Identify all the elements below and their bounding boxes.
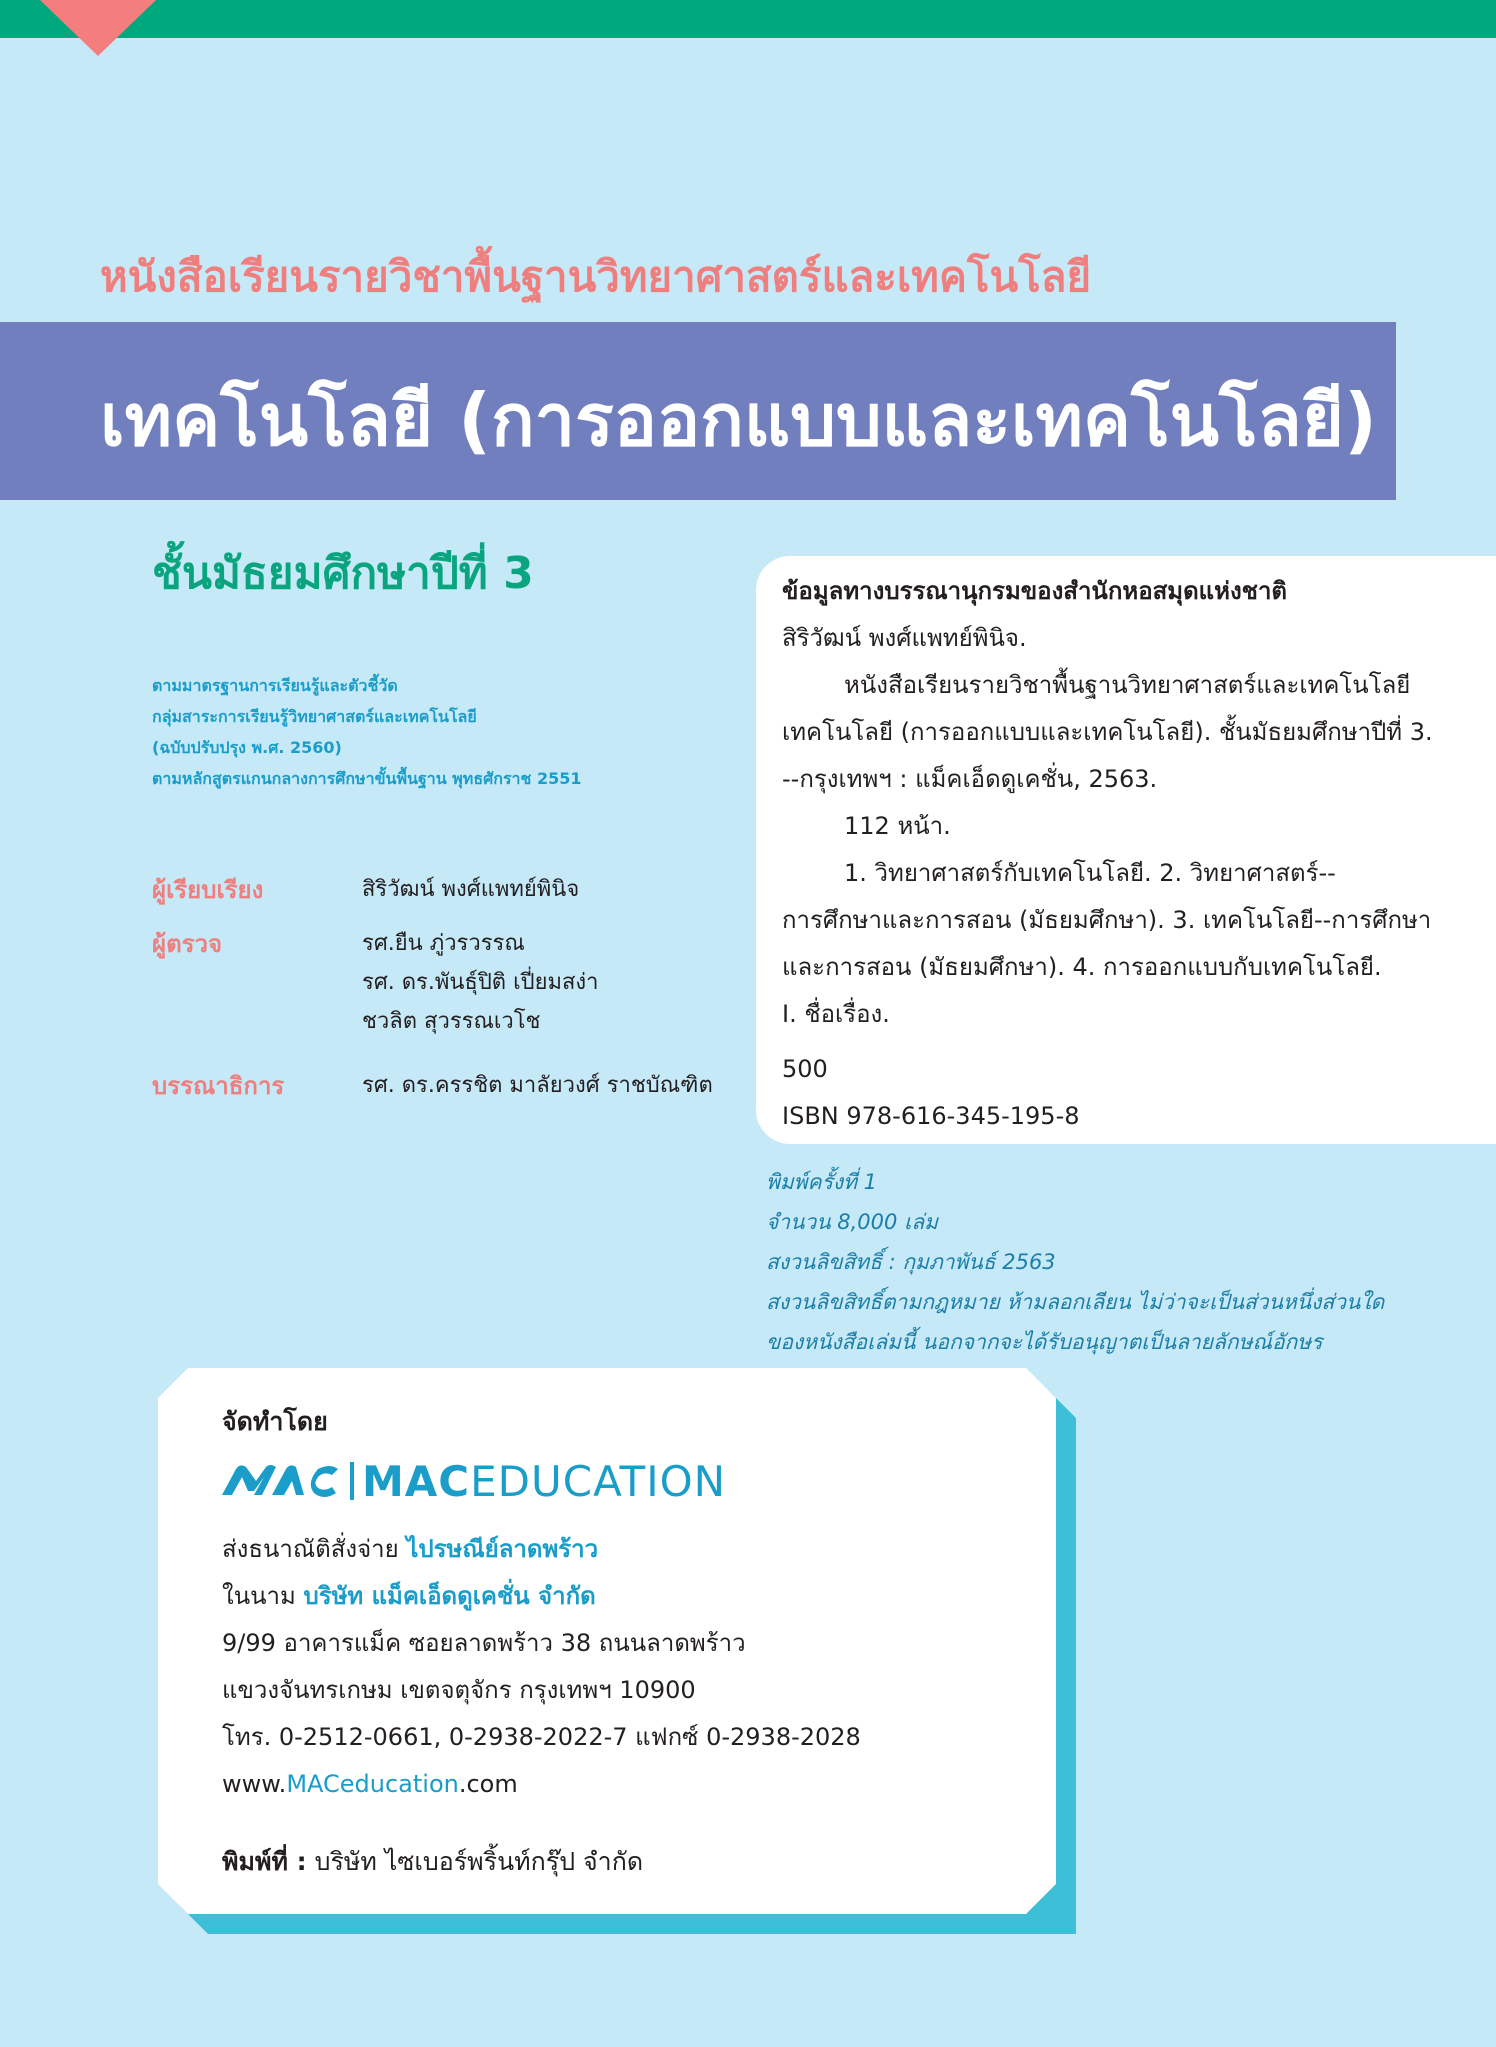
credit-name: รศ. ดร.ครรชิต มาลัยวงศ์ ราชบัณฑิต	[362, 1073, 713, 1098]
web-suffix: .com	[458, 1770, 518, 1798]
address-line: 9/99 อาคารแม็ค ซอยลาดพร้าว 38 ถนนลาดพร้าว	[222, 1629, 746, 1657]
top-bar	[0, 0, 1496, 38]
address-line: แขวงจันทรเกษม เขตจตุจักร กรุงเทพฯ 10900	[222, 1676, 696, 1704]
catalog-line: --กรุงเทพฯ : แม็คเอ็ดดูเคชั่น, 2563.	[782, 765, 1158, 793]
subject-heading: หนังสือเรียนรายวิชาพื้นฐานวิทยาศาสตร์และเทคโนโลยี	[100, 252, 1092, 301]
catalog-data	[782, 568, 1433, 1140]
book-title: เทคโนโลยี (การออกแบบและเทคโนโลยี)	[100, 378, 1377, 462]
logo-mac: MAC	[362, 1456, 471, 1506]
print-edition: พิมพ์ครั้งที่ 1	[766, 1170, 877, 1194]
catalog-subject: I. ชื่อเรื่อง.	[782, 1000, 890, 1028]
printer-line	[222, 1842, 643, 1882]
catalog-line: เทคโนโลยี (การออกแบบและเทคโนโลยี). ชั้นมัธยมศึกษาปีที่ 3.	[782, 718, 1433, 746]
standards-line: กลุ่มสาระการเรียนรู้วิทยาศาสตร์และเทคโนโลยี	[152, 707, 477, 726]
standards-line: ตามหลักสูตรแกนกลางการศึกษาขั้นพื้นฐาน พุทธศักราช 2551	[152, 769, 582, 788]
credit-names	[362, 924, 598, 1041]
web-prefix: www.	[222, 1770, 287, 1798]
catalog-class-number: 500	[782, 1055, 828, 1083]
catalog-line: หนังสือเรียนรายวิชาพื้นฐานวิทยาศาสตร์และเทคโนโลยี	[844, 671, 1411, 699]
grade-level: ชั้นมัธยมศึกษาปีที่ 3	[152, 548, 534, 599]
curriculum-standards	[152, 670, 582, 794]
logo-wordmark	[362, 1457, 726, 1506]
credit-label: ผู้เรียบเรียง	[152, 876, 264, 904]
top-triangle-decoration	[40, 0, 156, 56]
catalog-subject: 1. วิทยาศาสตร์กับเทคโนโลยี. 2. วิทยาศาสตร์--	[844, 859, 1336, 887]
payment-line	[222, 1526, 861, 1573]
print-copyright-date: สงวนลิขสิทธิ์ : กุมภาพันธ์ 2563	[766, 1250, 1056, 1274]
phone-line: โทร. 0-2512-0661, 0-2938-2022-7 แฟกซ์ 0-2938-2028	[222, 1723, 861, 1751]
credit-name: ชวลิต สุวรรณเวโช	[362, 1009, 541, 1034]
print-copyright-notice: ของหนังสือเล่มนี้ นอกจากจะได้รับอนุญาตเป็นลายลักษณ์อักษร	[766, 1330, 1323, 1354]
credit-label: บรรณาธิการ	[152, 1072, 285, 1100]
credit-name: รศ.ยืน ภู่วรวรรณ	[362, 931, 525, 956]
credit-name: สิริวัฒน์ พงศ์แพทย์พินิจ	[362, 877, 580, 902]
website-link[interactable]	[222, 1761, 861, 1808]
payment-prefix: ส่งธนาณัติสั่งจ่าย	[222, 1535, 399, 1563]
company-prefix: ในนาม	[222, 1582, 296, 1610]
standards-line: ตามมาตรฐานการเรียนรู้และตัวชี้วัด	[152, 676, 398, 695]
printer-label: พิมพ์ที่ :	[222, 1847, 307, 1876]
credit-name: รศ. ดร.พันธ์ุปิติ เปี่ยมสง่า	[362, 970, 599, 995]
catalog-isbn: ISBN 978-616-345-195-8	[782, 1102, 1080, 1130]
credit-names	[362, 870, 579, 909]
web-brand: MACeducation	[286, 1770, 459, 1798]
standards-line: (ฉบับปรับปรุง พ.ศ. 2560)	[152, 738, 342, 757]
catalog-subject: และการสอน (มัธยมศึกษา). 4. การออกแบบกับเทคโนโลยี.	[782, 953, 1382, 981]
catalog-pages: 112 หน้า.	[844, 812, 951, 840]
logo-separator	[350, 1462, 354, 1500]
company-line	[222, 1573, 861, 1620]
credit-names	[362, 1066, 713, 1105]
print-copyright-notice: สงวนลิขสิทธิ์ตามกฎหมาย ห้ามลอกเลียน ไม่ว่าจะเป็นส่วนหนึ่งส่วนใด	[766, 1290, 1385, 1314]
credit-label: ผู้ตรวจ	[152, 930, 223, 958]
mac-logo-mark-icon	[222, 1461, 340, 1501]
publisher-details	[222, 1526, 861, 1808]
printer-value: บริษัท ไซเบอร์พริ้นท์กรุ๊ป จำกัด	[314, 1847, 644, 1876]
made-by-label: จัดทำโดย	[222, 1407, 328, 1436]
catalog-title: ข้อมูลทางบรรณานุกรมของสำนักหอสมุดแห่งชาติ	[782, 577, 1288, 605]
print-info	[766, 1162, 1384, 1362]
logo-education: EDUCATION	[470, 1456, 727, 1506]
company-name: บริษัท แม็คเอ็ดดูเคชั่น จำกัด	[303, 1582, 596, 1610]
print-quantity: จำนวน 8,000 เล่ม	[766, 1210, 938, 1234]
publisher-logo	[222, 1456, 726, 1506]
catalog-subject: การศึกษาและการสอน (มัธยมศึกษา). 3. เทคโนโลยี--การศึกษา	[782, 906, 1432, 934]
payment-value: ไปรษณีย์ลาดพร้าว	[406, 1535, 599, 1563]
catalog-author: สิริวัฒน์ พงศ์แพทย์พินิจ.	[782, 624, 1027, 652]
